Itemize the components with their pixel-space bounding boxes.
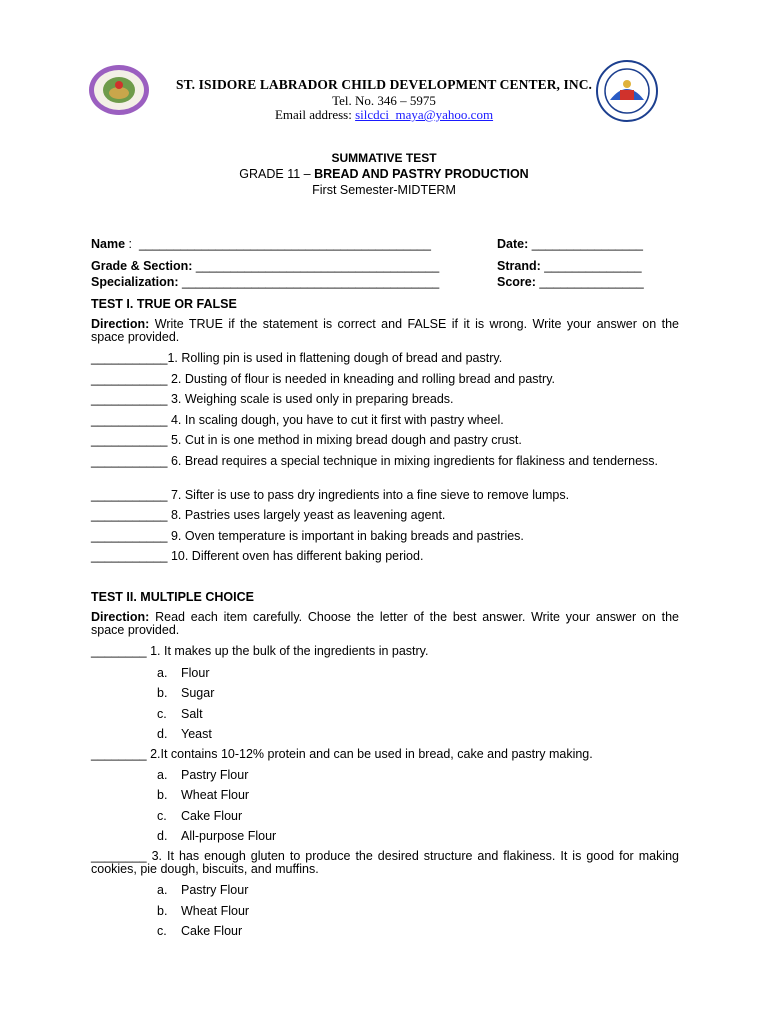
option-text: Cake Flour [181,924,243,938]
strand-blank: ______________ [540,259,642,273]
tf-item: ___________ 4. In scaling dough, you have to cut it first with pastry wheel. [91,413,504,427]
date-field [497,237,643,251]
mc-option [157,809,242,823]
grade-prefix: GRADE 11 – [239,167,315,181]
mc-question: ________ 3. It has enough gluten to produce the desired structure and flakiness. It is good for making cookies, pie dough, biscuits, and muffins. [91,849,679,876]
option-text: Pastry Flour [181,883,249,897]
mc-option [157,883,248,897]
score-label: Score: [497,275,536,289]
option-text: Pastry Flour [181,768,249,782]
mc-option [157,727,212,741]
test-title: SUMMATIVE TEST [331,151,437,165]
mc-option [157,768,248,782]
name-label: Name [91,237,126,251]
email-link[interactable]: silcdci_maya@yahoo.com [355,107,494,122]
tf-item: ___________ 9. Oven temperature is important in baking breads and pastries. [91,529,524,543]
semester-label: First Semester-MIDTERM [312,183,456,197]
option-letter: c. [157,809,167,823]
test1-direction-label: Direction: [91,317,150,331]
school-name: ST. ISIDORE LABRADOR CHILD DEVELOPMENT CENTER, INC. [175,77,593,92]
name-blank: : __________________________________________ [125,237,431,251]
option-text: Wheat Flour [181,788,250,802]
tf-item: ___________1. Rolling pin is used in flattening dough of bread and pastry. [91,351,503,365]
test1-direction [91,318,679,344]
date-label: Date: [497,237,529,251]
grade-subject [0,167,768,181]
specialization-label: Specialization: [91,275,179,289]
telephone-number: Tel. No. 346 – 5975 [332,93,436,108]
test1-heading: TEST I. TRUE OR FALSE [91,297,237,311]
test2-direction [91,611,679,637]
tf-item: ___________ 7. Sifter is use to pass dry ingredients into a fine sieve to remove lumps. [91,488,570,502]
email-label: Email address: [274,107,356,122]
email-row [0,107,768,123]
option-text: Salt [181,707,203,721]
mc-option [157,924,242,938]
grade-section-blank: ___________________________________ [192,259,440,273]
grade-section-label: Grade & Section: [91,259,193,273]
option-text: Yeast [181,727,212,741]
strand-field [497,259,642,273]
test2-direction-label: Direction: [91,610,150,624]
option-letter: b. [157,686,168,700]
score-field [497,275,644,289]
score-blank: _______________ [535,275,644,289]
option-letter: d. [157,727,168,741]
tf-item: ___________ 3. Weighing scale is used only in preparing breads. [91,392,454,406]
test2-heading: TEST II. MULTIPLE CHOICE [91,590,254,604]
subject-name: BREAD AND PASTRY PRODUCTION [314,167,529,181]
grade-section-field [91,259,439,273]
mc-option [157,686,214,700]
tf-item: ___________ 6. Bread requires a special technique in mixing ingredients for flakiness and tenderness. [91,454,659,468]
mc-option [157,788,249,802]
mc-option [157,666,209,680]
tf-item: ___________ 10. Different oven has different baking period. [91,549,424,563]
mc-option [157,707,203,721]
option-text: Cake Flour [181,809,243,823]
test1-direction-text: Write TRUE if the statement is correct and FALSE if it is wrong. Write your answer on the space provided. [91,317,679,344]
option-letter: a. [157,768,168,782]
tf-item: ___________ 5. Cut in is one method in mixing bread dough and pastry crust. [91,433,522,447]
option-text: Flour [181,666,210,680]
option-letter: b. [157,904,168,918]
date-blank: ________________ [528,237,643,251]
option-letter: c. [157,707,167,721]
option-text: All-purpose Flour [181,829,277,843]
option-letter: c. [157,924,167,938]
mc-question: ________ 2.It contains 10-12% protein and can be used in bread, cake and pastry making. [91,747,593,761]
mc-question: ________ 1. It makes up the bulk of the ingredients in pastry. [91,644,429,658]
tf-item: ___________ 2. Dusting of flour is needed in kneading and rolling bread and pastry. [91,372,555,386]
mc-option [157,829,276,843]
strand-label: Strand: [497,259,541,273]
option-letter: a. [157,666,168,680]
tf-item: ___________ 8. Pastries uses largely yeast as leavening agent. [91,508,446,522]
test2-direction-text: Read each item carefully. Choose the letter of the best answer. Write your answer on the space provided. [91,610,679,637]
specialization-field [91,275,439,289]
option-text: Wheat Flour [181,904,250,918]
option-text: Sugar [181,686,215,700]
name-field [91,237,431,251]
option-letter: a. [157,883,168,897]
specialization-blank: _____________________________________ [178,275,440,289]
option-letter: d. [157,829,168,843]
mc-option [157,904,249,918]
option-letter: b. [157,788,168,802]
